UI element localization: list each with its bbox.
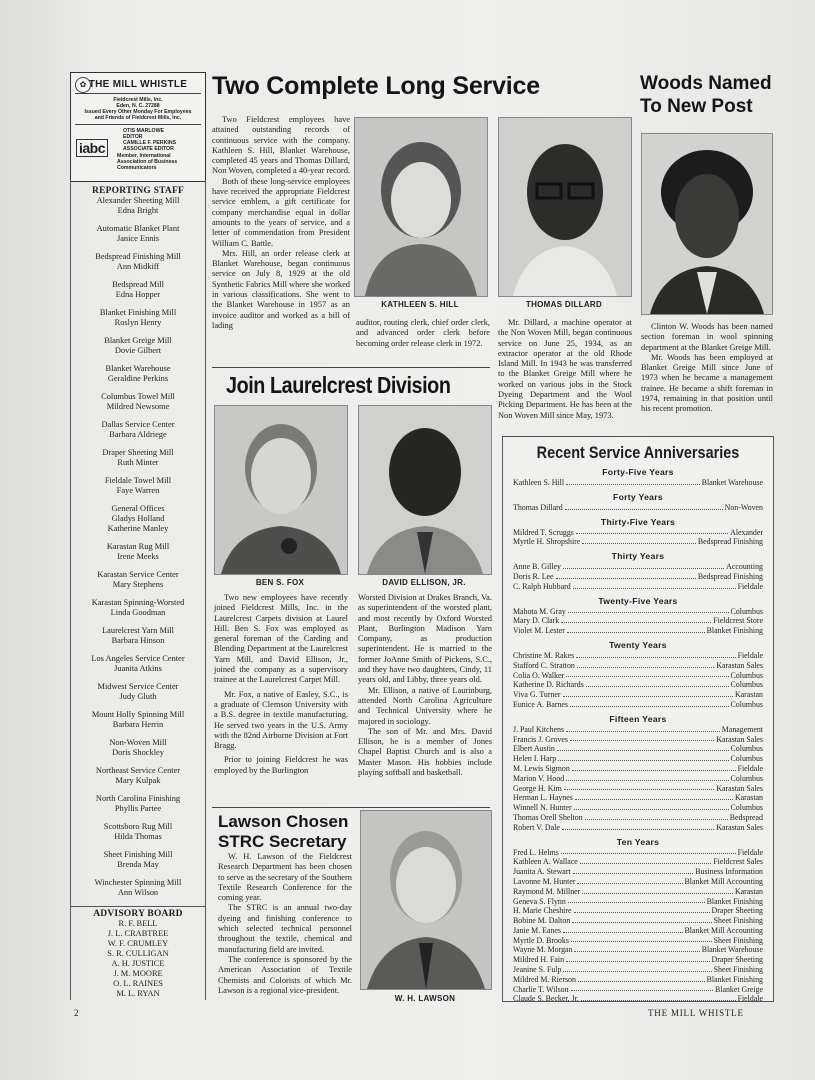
anniversary-row — [503, 793, 773, 803]
anniversary-row — [503, 582, 773, 592]
anniversary-group-heading: Twenty-Five Years — [598, 595, 678, 606]
anniversary-location: Karastan — [734, 886, 763, 896]
anniversary-location: Non-Woven — [724, 502, 763, 512]
anniversary-name: Katherine D. Richards — [513, 680, 584, 690]
anniversary-row — [503, 700, 773, 710]
anniversary-name: J. Paul Kitchens — [513, 724, 565, 734]
anniversary-name: Raymond M. Millner — [513, 886, 581, 896]
service-anniversaries-box — [502, 436, 774, 1002]
anniversary-row — [503, 735, 773, 745]
anniversary-row — [503, 848, 773, 858]
staff-entry: Bedspread Finishing Mill Ann Midkiff — [95, 252, 181, 271]
anniversary-row — [503, 857, 773, 867]
photo-wh-lawson — [360, 810, 492, 990]
staff-entry: Los Angeles Service Center Juanita Atkins — [91, 654, 185, 673]
anniversary-name: Kathleen A. Wallace — [513, 857, 578, 867]
anniversaries-list — [503, 467, 773, 1004]
staff-entry: Non-Woven Mill Doris Shockley — [109, 738, 167, 757]
lawson-headline: Lawson Chosen STRC Secretary — [218, 812, 349, 851]
anniversaries-title: Recent Service Anniversaries — [536, 443, 740, 462]
laurelcrest-body-col1: Two new employees have recently joined Fieldcrest Mills, Inc. in the Laurelcrest Carpets division at Laurel Hill. Ben S. Fox was employed as general foreman of the Carding and Blending Department at the Laurelcrest Yarn Mill, and David Ellison, Jr., joined the company as a supervisory trainee at the Laurelcrest Carpet Mill. Mr. Fox, a native of Easley, S.C., is a graduate of Clemson University with a B.S. degree in textile manufacturing. He served two years in the U.S. Army with the 82nd Airborne Division at Fort Bragg. Prior to joining Fieldcrest he was employed by the Burlington — [214, 593, 348, 775]
anniversary-location: Blanket Warehouse — [701, 478, 763, 487]
page-number: 2 — [74, 1008, 80, 1018]
staff-entry: Dallas Service Center Barbara Aldriege — [101, 420, 175, 439]
anniversary-name: Francis J. Groves — [513, 734, 569, 744]
board-member: M. L. RYAN — [116, 989, 160, 998]
anniversary-name: Thomas Orell Shelton — [513, 812, 583, 822]
anniversary-location: Columbus — [730, 699, 763, 709]
anniversary-row — [503, 764, 773, 774]
board-member: R. F. BELL — [118, 919, 158, 928]
anniversary-name: Helen I. Harp — [513, 754, 557, 764]
anniversary-row — [503, 823, 773, 833]
anniversary-location: Fieldale — [737, 650, 763, 660]
anniversary-row — [503, 607, 773, 617]
anniversary-location: Blanket Greige — [715, 984, 763, 994]
anniversary-group-heading: Forty Years — [613, 491, 663, 502]
anniversary-group-heading: Ten Years — [616, 836, 660, 847]
board-member: O. L. RAINES — [113, 979, 163, 988]
staff-entry: Midwest Service Center Judy Gluth — [97, 682, 179, 701]
anniversary-row — [503, 803, 773, 813]
advisory-board-heading: ADVISORY BOARD — [93, 909, 183, 919]
caption-ben-fox: BEN S. FOX — [255, 578, 305, 587]
anniversary-location: Columbus — [730, 773, 763, 783]
laurelcrest-body-col2: Worsted Division at Drakes Branch, Va. as superintendent of the worsted plant, and most recently by Oxford Worsted Plant, Burlington Madison Yarn Company, as production superintendent. He is married to the former JoAnne Smith of Pickens, S.C., and they have two daughters, Cindy, 11 years old, and Libby, three years old. Mr. Ellison, a native of Laurinburg, attended North Carolina Agriculture and Technical University where he majored in sociology. The son of Mr. and Mrs. David Ellison, he is a member of Jones Chapel Baptist Church and is also a Master Mason. His hobbies include playing softball and basketball. — [358, 593, 492, 778]
anniversary-group-heading: Twenty Years — [609, 639, 667, 650]
anniversary-row — [503, 906, 773, 916]
board-member: J. L. CRABTREE — [107, 929, 169, 938]
anniversary-row — [503, 478, 773, 488]
staff-entry: Karastan Service Center Mary Stephens — [97, 570, 179, 589]
anniversary-row — [503, 537, 773, 547]
anniversary-row — [503, 813, 773, 823]
anniversary-location: Karastan Sales — [716, 783, 763, 793]
anniversary-location: Business Information — [695, 867, 763, 877]
staff-entry: Blanket Greige Mill Dovie Gilbert — [104, 336, 172, 355]
iabc-logo: iabc — [76, 139, 108, 157]
anniversary-row — [503, 994, 773, 1004]
staff-entry: Mount Holly Spinning Mill Barbara Herrin — [91, 710, 185, 729]
anniversary-name: Wayne M. Morgan — [513, 945, 573, 955]
anniversary-row — [503, 945, 773, 955]
anniversary-location: Columbus — [730, 744, 763, 754]
staff-heading: REPORTING STAFF — [92, 186, 184, 196]
anniversary-name: Myrtle D. Brooks — [513, 935, 569, 945]
board-member: S. R. CULLIGAN — [107, 949, 169, 958]
anniversary-row — [503, 936, 773, 946]
caption-kathleen-hill: KATHLEEN S. HILL — [381, 300, 459, 309]
anniversary-name: Stafford C. Stratton — [513, 660, 575, 670]
staff-entry: Bedspread Mill Edna Hopper — [112, 280, 164, 299]
anniversary-row — [503, 916, 773, 926]
anniversary-row — [503, 528, 773, 538]
staff-entry: Alexander Sheeting Mill Edna Bright — [96, 196, 180, 215]
anniversary-name: Eunice A. Barnes — [513, 699, 568, 709]
assoc-editor-title: ASSOCIATE EDITOR — [123, 146, 174, 152]
staff-entry: General Offices Gladys Holland Katherine Manley — [107, 504, 169, 533]
staff-entry: Blanket Finishing Mill Roslyn Henry — [99, 308, 177, 327]
photo-david-ellison — [358, 405, 492, 575]
staff-entry: Karastan Spinning-Worsted Linda Goodman — [91, 598, 185, 617]
anniversary-name: Jeanine S. Fulp — [513, 965, 562, 975]
portrait-woman-icon — [355, 118, 487, 296]
anniversary-location: Columbus — [730, 754, 763, 764]
anniversary-location: Columbus — [730, 680, 763, 690]
long-service-body-col3: Mr. Dillard, a machine operator at the Non Woven Mill, began continuous service on June 25, 1934, as an extractor operator at the old Rhode Island Mill. In 1943 he was transferred to the Blanket Greige Mill where he worked on various jobs in the Stock Dyeing Department and the Wool Picking Department. He has been at the Non Woven Mill since May, 1973. — [498, 318, 632, 420]
anniversary-location: Karastan Sales — [716, 822, 763, 832]
anniversary-row — [503, 651, 773, 661]
anniversary-name: Elbert Austin — [513, 744, 555, 754]
anniversary-location: Sheet Finishing — [713, 965, 763, 975]
anniversary-location: Columbus — [730, 803, 763, 813]
anniversary-name: Viva G. Turner — [513, 690, 561, 700]
portrait-man-icon — [215, 406, 347, 574]
anniversary-name: H. Marie Cheshire — [513, 906, 572, 916]
staff-entry: Columbus Towel Mill Mildred Newsome — [101, 392, 175, 411]
anniversary-location: Fieldale — [737, 763, 763, 773]
staff-entry: Blanket Warehouse Geraldine Perkins — [105, 364, 171, 383]
anniversary-name: Violet M. Lester — [513, 626, 565, 636]
staff-entry: Karastan Rug Mill Irene Meeks — [106, 542, 170, 561]
caption-wh-lawson: W. H. LAWSON — [394, 994, 456, 1003]
masthead — [70, 72, 206, 182]
anniversary-location: Management — [721, 724, 763, 734]
anniversary-location: Sheet Finishing — [713, 935, 763, 945]
anniversary-location: Karastan Sales — [716, 660, 763, 670]
photo-kathleen-hill — [354, 117, 488, 297]
portrait-man-icon — [642, 134, 772, 314]
lawson-body: W. H. Lawson of the Fieldcrest Research Department has been chosen to serve as the secretary of the Southern Textile Research Conference for the coming year. The STRC is an annual two-day dyeing and finishing conference to which selected technical personnel throughout the textile, chemical and manufacturing field are invited. The conference is sponsored by the American Association of Textile Chemists and Colorists of which Mr. Lawson is a regional vice-president. — [218, 852, 352, 995]
anniversary-location: Karastan — [734, 690, 763, 700]
editor-title: EDITOR — [123, 134, 143, 140]
anniversary-location: Columbus — [730, 606, 763, 616]
anniversary-name: Colia O. Walker — [513, 670, 565, 680]
anniversary-location: Fieldcrest Store — [713, 616, 763, 626]
portrait-man-icon — [359, 406, 491, 574]
anniversary-row — [503, 626, 773, 636]
anniversary-row — [503, 877, 773, 887]
anniversary-name: Marion V. Hood — [513, 773, 565, 783]
masthead-title: THE MILL WHISTLE — [88, 79, 188, 90]
anniversary-location: Fieldale — [737, 994, 763, 1004]
staff-entry: Automatic Blanket Plant Janice Ennis — [96, 224, 180, 243]
anniversary-name: Bobine M. Dalton — [513, 916, 571, 926]
anniversary-location: Draper Sheeting — [711, 955, 763, 965]
anniversary-name: Mildred T. Scruggs — [513, 527, 574, 537]
anniversary-row — [503, 784, 773, 794]
anniversary-name: Mildred H. Fain — [513, 955, 565, 965]
anniversary-row — [503, 975, 773, 985]
long-service-body-col1: Two Fieldcrest employees have attained outstanding records of continuous service with the company. Kathleen S. Hill, Blanket Warehouse, completed 45 years and Thomas Dillard, Non Woven, completed a 40-year record. Both of these long-service employees have received the appropriate Fieldcrest service emblem, a gift certificate for company merchandise equal in dollar amounts to the years of service, and a letter of commendation from President William C. Battle. Mrs. Hill, an order release clerk at Blanket Warehouse, began continuous service on July 8, 1929 at the old Synthetic Fabrics Mill where she worked in various classifications. She went to the Blanket Warehouse in 1957 as an invoice auditor and worked as a bill of lading — [212, 115, 350, 330]
anniversary-name: M. Lewis Sigmon — [513, 763, 570, 773]
anniversary-group-heading: Thirty Years — [611, 551, 665, 562]
anniversary-location: Alexander — [730, 527, 763, 537]
anniversary-location: Bedspread Finishing — [697, 537, 763, 547]
anniversary-location: Blanket Warehouse — [701, 945, 763, 955]
anniversary-location: Sheet Finishing — [713, 916, 763, 926]
caption-david-ellison: DAVID ELLISON, JR. — [382, 578, 466, 587]
anniversary-location: Blanket Finishing — [706, 626, 763, 636]
assoc-editor-name: CAMILLE F. PERKINS — [123, 140, 177, 146]
long-service-body-col2: auditor, routing clerk, chief order clerk, and advanced order clerk before becoming order release clerk in 1972. — [356, 318, 490, 348]
anniversary-location: Bedspread Finishing — [697, 571, 763, 581]
anniversary-location: Fieldale — [737, 581, 763, 591]
anniversary-location: Karastan Sales — [716, 734, 763, 744]
anniversary-location: Blanket Mill Accounting — [684, 925, 763, 935]
photo-clinton-woods — [641, 133, 773, 315]
anniversary-row — [503, 926, 773, 936]
anniversary-location: Bedspread — [729, 812, 763, 822]
staff-entry: Draper Sheeting Mill Ruth Minter — [102, 448, 174, 467]
laurelcrest-headline: Join Laurelcrest Division — [226, 372, 451, 398]
anniversary-row — [503, 725, 773, 735]
anniversary-row — [503, 955, 773, 965]
publisher-line: Eden, N. C. 27288 — [116, 103, 160, 109]
member-note: Member, International Association of Business Communicators — [117, 153, 178, 171]
publisher-line: Fieldcrest Mills, Inc. — [113, 97, 163, 103]
anniversary-row — [503, 562, 773, 572]
anniversary-row — [503, 572, 773, 582]
anniversary-name: Robert V. Dale — [513, 822, 560, 832]
anniversary-name: Christine M. Rakes — [513, 650, 575, 660]
woods-body: Clinton W. Woods has been named section foreman in wool spinning department at the Blanket Greige Mill. Mr. Woods has been employed at Blanket Greige Mill since June of 1973 when he became a management trainee. He became a shift foreman in 1974, remaining in that position until his recent promotion. — [641, 322, 773, 414]
anniversary-name: Winnell N. Hunter — [513, 803, 572, 813]
anniversary-group-heading: Fifteen Years — [609, 713, 667, 724]
anniversary-row — [503, 887, 773, 897]
staff-entry: Northeast Service Center Mary Kulpak — [95, 766, 181, 785]
publisher-line: Issued Every Other Monday For Employees — [84, 109, 192, 115]
anniversary-group-heading: Thirty-Five Years — [600, 516, 676, 527]
anniversary-row — [503, 867, 773, 877]
anniversary-location: Blanket Finishing — [706, 974, 763, 984]
reporting-staff — [70, 180, 206, 1000]
anniversary-row — [503, 754, 773, 764]
anniversary-row — [503, 897, 773, 907]
staff-entry: Fieldale Towel Mill Faye Warren — [104, 476, 172, 495]
anniversary-name: Doris R. Lee — [513, 571, 554, 581]
caption-thomas-dillard: THOMAS DILLARD — [525, 300, 603, 309]
anniversary-name: Mahota M. Gray — [513, 606, 566, 616]
board-member: A. H. JUSTICE — [111, 959, 165, 968]
anniversary-row — [503, 985, 773, 995]
board-member: W. F. CRUMLEY — [107, 939, 169, 948]
anniversary-name: George H. Kim — [513, 783, 562, 793]
anniversary-row — [503, 661, 773, 671]
anniversary-name: Myrtle H. Shropshire — [513, 537, 581, 547]
long-service-headline: Two Complete Long Service — [212, 72, 540, 100]
photo-thomas-dillard — [498, 117, 632, 297]
anniversary-name: Claude S. Becker, Jr. — [513, 994, 579, 1004]
anniversary-location: Accounting — [726, 562, 763, 572]
anniversary-location: Blanket Mill Accounting — [684, 876, 763, 886]
anniversary-name: Fred L. Helms — [513, 847, 559, 857]
staff-entry: Winchester Spinning Mill Ann Wilson — [94, 878, 182, 897]
company-logo-icon: ✿ — [75, 77, 91, 93]
portrait-man-icon — [361, 811, 491, 989]
anniversary-location: Blanket Finishing — [706, 896, 763, 906]
staff-entry: North Carolina Finishing Phyllis Partee — [95, 794, 181, 813]
anniversary-row — [503, 744, 773, 754]
anniversary-name: Juanita A. Stewart — [513, 867, 571, 877]
anniversary-name: Charlie T. Wilson — [513, 984, 569, 994]
anniversary-row — [503, 616, 773, 626]
publisher-line: and Friends of Fieldcrest Mills, Inc. — [94, 115, 182, 121]
anniversary-location: Karastan — [734, 793, 763, 803]
anniversary-location: Fieldcrest Sales — [713, 857, 763, 867]
anniversary-name: Lavonne M. Hunter — [513, 876, 576, 886]
anniversary-row — [503, 690, 773, 700]
anniversary-name: Janie M. Eanes — [513, 925, 561, 935]
anniversary-name: Geneva S. Flynn — [513, 896, 566, 906]
anniversary-row — [503, 965, 773, 975]
anniversary-name: Mary D. Clark — [513, 616, 560, 626]
staff-entry: Scottsboro Rug Mill Hilda Thomas — [103, 822, 173, 841]
anniversary-name: Herman L. Haynes — [513, 793, 573, 803]
anniversary-row — [503, 680, 773, 690]
anniversary-name: Anne B. Gilley — [513, 562, 561, 572]
anniversary-location: Fieldale — [737, 847, 763, 857]
anniversary-name: Kathleen S. Hill — [513, 478, 565, 487]
anniversary-group-heading: Forty-Five Years — [602, 467, 674, 477]
portrait-man-icon — [499, 118, 631, 296]
photo-ben-fox — [214, 405, 348, 575]
woods-headline: Woods Named To New Post — [640, 73, 772, 117]
anniversary-row — [503, 774, 773, 784]
board-member: J. M. MOORE — [113, 969, 163, 978]
anniversary-location: Columbus — [730, 670, 763, 680]
editor-name: OTIS MARLOWE — [123, 128, 164, 134]
staff-entry: Laurelcrest Yarn Mill Barbara Hinson — [102, 626, 174, 645]
anniversary-row — [503, 671, 773, 681]
anniversary-row — [503, 503, 773, 513]
anniversary-name: Thomas Dillard — [513, 502, 563, 512]
anniversary-location: Draper Sheeting — [711, 906, 763, 916]
footer-publication: THE MILL WHISTLE — [648, 1008, 744, 1018]
anniversary-name: Mildred M. Rierson — [513, 974, 576, 984]
anniversary-name: C. Ralph Hubbard — [513, 581, 571, 591]
staff-entry: Sheet Finishing Mill Brenda May — [103, 850, 173, 869]
